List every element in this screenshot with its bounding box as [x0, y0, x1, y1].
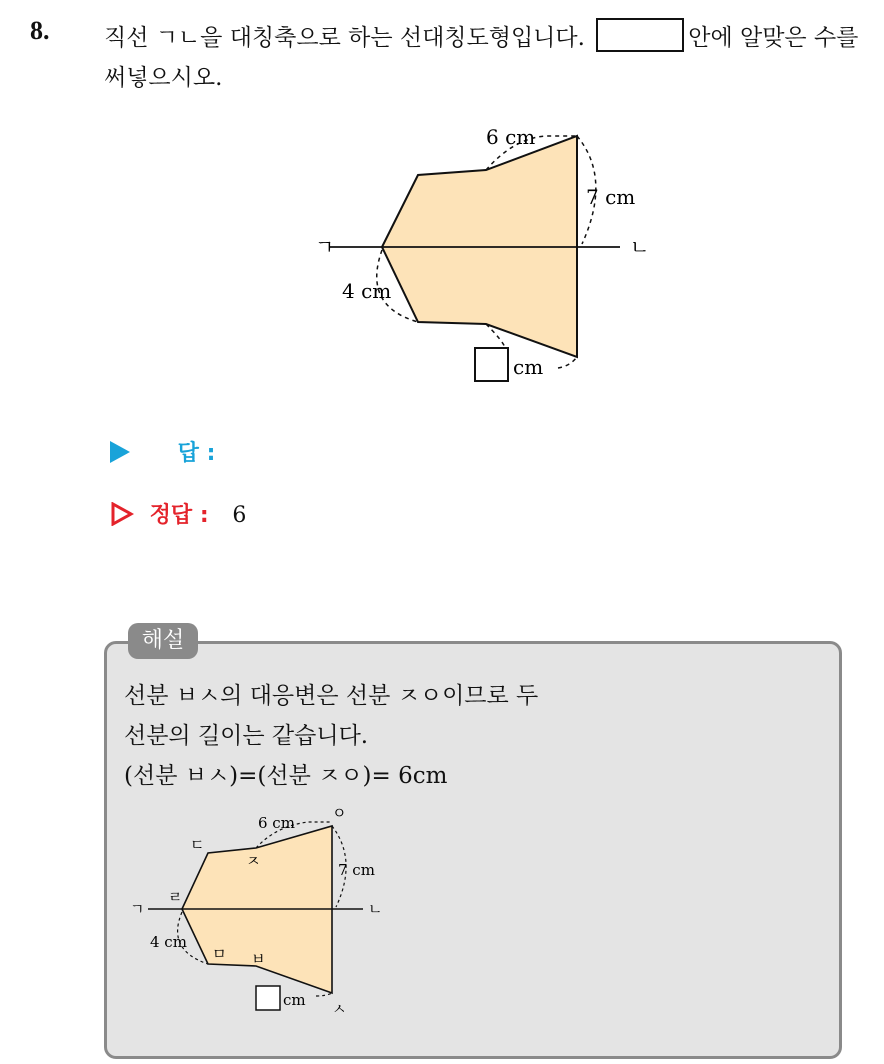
explanation-dashed-arc-bottom — [316, 993, 332, 996]
small-label-top: 6 cm — [258, 814, 295, 832]
explanation-text — [124, 676, 824, 796]
explanation-line-3: (선분 ㅂㅅ)=(선분 ㅈㅇ)= 6cm — [124, 763, 448, 789]
answer-box-figure — [475, 348, 508, 381]
point-label-top-mid: ㅈ — [246, 852, 261, 870]
small-label-right: 7 cm — [338, 861, 375, 879]
point-label-top-right: ㅇ — [332, 804, 347, 822]
point-label-top-left: ㄷ — [190, 836, 205, 854]
dashed-arc-bottom-right — [558, 357, 577, 368]
label-top: 6 cm — [486, 125, 536, 149]
correct-answer-row — [110, 498, 246, 529]
axis-start-label: ㄱ — [315, 235, 335, 259]
outline-triangle-icon — [110, 502, 134, 526]
question-text — [104, 18, 874, 98]
small-label-bottom-unit: cm — [283, 991, 306, 1009]
small-answer-box — [256, 986, 280, 1010]
explanation-line-2: 선분의 길이는 같습니다. — [124, 723, 369, 749]
correct-answer-value: 6 — [232, 503, 247, 528]
answer-blank-box — [596, 18, 684, 52]
answer-row — [110, 436, 215, 467]
explanation-tag: 해설 — [128, 623, 198, 659]
answer-label: 답 : — [177, 441, 216, 466]
point-label-bottom-mid: ㅂ — [251, 950, 266, 968]
label-right: 7 cm — [586, 185, 636, 209]
explanation-figure — [118, 800, 398, 1025]
question-number: 8. — [30, 16, 50, 45]
label-left: 4 cm — [342, 279, 392, 303]
correct-answer-label: 정답 : — [149, 503, 209, 528]
label-bottom-unit: cm — [513, 355, 544, 379]
point-label-left: ㄹ — [168, 888, 183, 906]
explanation-line-1: 선분 ㅂㅅ의 대응변은 선분 ㅈㅇ이므로 두 — [124, 683, 539, 709]
play-triangle-icon — [110, 441, 130, 463]
small-label-left: 4 cm — [150, 933, 187, 951]
axis-end-label: ㄴ — [630, 235, 650, 259]
small-axis-start-label: ㄱ — [130, 900, 145, 918]
point-label-bottom-left: ㅁ — [212, 945, 227, 963]
question-text-after: 안에 알맞은 수를 써넣으시오. — [104, 25, 859, 91]
main-figure — [300, 118, 660, 388]
question-text-before: 직선 ㄱㄴ을 대칭축으로 하는 선대칭도형입니다. — [104, 25, 585, 51]
small-axis-end-label: ㄴ — [368, 900, 383, 918]
point-label-bottom-right: ㅅ — [332, 1000, 347, 1018]
